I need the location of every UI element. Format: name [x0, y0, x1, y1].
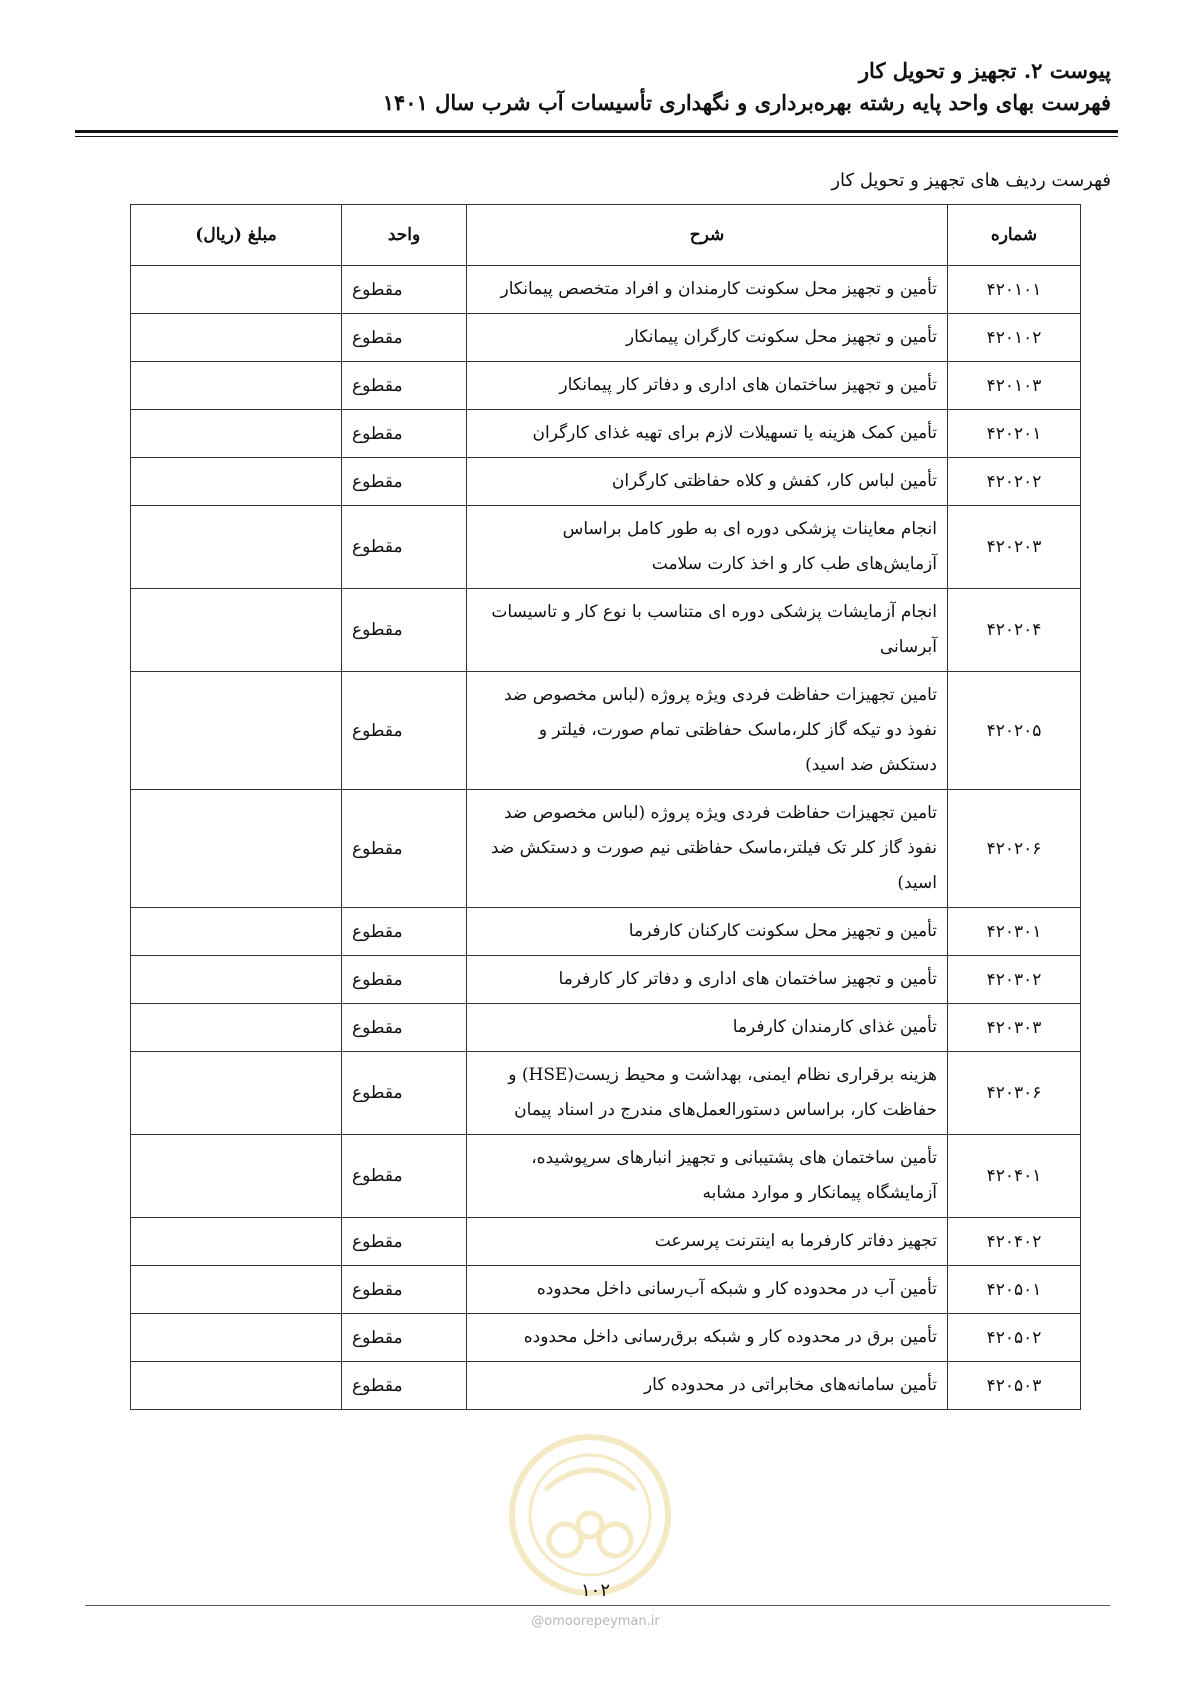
row-unit: مقطوع [342, 266, 467, 314]
header-number: شماره [948, 205, 1081, 266]
row-unit: مقطوع [342, 1052, 467, 1135]
watermark-text: @omoorepeyman.ir [531, 1614, 660, 1629]
row-number: ۴۲۰۲۰۲ [948, 458, 1081, 506]
row-number: ۴۲۰۵۰۳ [948, 1362, 1081, 1410]
row-amount [131, 1266, 342, 1314]
table-row [131, 266, 1081, 314]
row-amount [131, 956, 342, 1004]
row-number: ۴۲۰۳۰۲ [948, 956, 1081, 1004]
row-amount [131, 506, 342, 589]
row-number: ۴۲۰۲۰۶ [948, 790, 1081, 908]
table-header-row [131, 205, 1081, 266]
row-unit: مقطوع [342, 506, 467, 589]
row-unit: مقطوع [342, 1362, 467, 1410]
row-amount [131, 266, 342, 314]
row-amount [131, 362, 342, 410]
table-row [131, 362, 1081, 410]
row-unit: مقطوع [342, 1218, 467, 1266]
table-row [131, 908, 1081, 956]
row-description: تأمین کمک هزینه یا تسهیلات لازم برای تهیه غذای کارگران [467, 410, 948, 458]
row-amount [131, 410, 342, 458]
table-row [131, 1218, 1081, 1266]
row-description: تأمین و تجهیز محل سکونت کارگران پیمانکار [467, 314, 948, 362]
footer-rule [85, 1605, 1110, 1606]
table-row [131, 1362, 1081, 1410]
items-table [130, 204, 1081, 1410]
row-amount [131, 1052, 342, 1135]
row-number: ۴۲۰۳۰۱ [948, 908, 1081, 956]
row-number: ۴۲۰۲۰۵ [948, 672, 1081, 790]
row-description: تأمین لباس کار، کفش و کلاه حفاظتی کارگران [467, 458, 948, 506]
table-row [131, 1266, 1081, 1314]
row-description: تأمین سامانه‌های مخابراتی در محدوده کار [467, 1362, 948, 1410]
row-amount [131, 1362, 342, 1410]
watermark-seal-icon [505, 1430, 675, 1600]
row-description: تأمین برق در محدوده کار و شبکه برق‌رسانی داخل محدوده [467, 1314, 948, 1362]
table-row [131, 1004, 1081, 1052]
row-amount [131, 458, 342, 506]
row-amount [131, 1218, 342, 1266]
header-amount: مبلغ (ریال) [131, 205, 342, 266]
row-description: تأمین و تجهیز محل سکونت کارمندان و افراد متخصص پیمانکار [467, 266, 948, 314]
row-number: ۴۲۰۵۰۲ [948, 1314, 1081, 1362]
row-amount [131, 908, 342, 956]
row-description: تامین تجهیزات حفاظت فردی ویژه پروژه (لباس مخصوص ضد نفوذ گاز کلر تک فیلتر،ماسک حفاظتی نیم صورت و دستکش ضد اسید) [467, 790, 948, 908]
row-unit: مقطوع [342, 672, 467, 790]
row-description: تأمین و تجهیز ساختمان های اداری و دفاتر کار پیمانکار [467, 362, 948, 410]
row-unit: مقطوع [342, 908, 467, 956]
table-row [131, 314, 1081, 362]
row-unit: مقطوع [342, 790, 467, 908]
row-description: تامین تجهیزات حفاظت فردی ویژه پروژه (لباس مخصوص ضد نفوذ دو تیکه گاز کلر،ماسک حفاظتی تمام صورت، فیلتر و دستکش ضد اسید) [467, 672, 948, 790]
header-description: شرح [467, 205, 948, 266]
appendix-title: پیوست ۲. تجهیز و تحویل کار [858, 58, 1111, 83]
row-description: انجام آزمایشات پزشکی دوره ای متناسب با نوع کار و تاسیسات آبرسانی [467, 589, 948, 672]
table-row [131, 458, 1081, 506]
row-amount [131, 314, 342, 362]
header-rule-thin [75, 136, 1118, 137]
table-row [131, 672, 1081, 790]
row-description: تأمین غذای کارمندان کارفرما [467, 1004, 948, 1052]
row-amount [131, 790, 342, 908]
row-number: ۴۲۰۱۰۳ [948, 362, 1081, 410]
row-unit: مقطوع [342, 1266, 467, 1314]
row-number: ۴۲۰۳۰۶ [948, 1052, 1081, 1135]
table-row [131, 1135, 1081, 1218]
row-amount [131, 1004, 342, 1052]
row-number: ۴۲۰۲۰۳ [948, 506, 1081, 589]
table-row [131, 589, 1081, 672]
row-number: ۴۲۰۴۰۱ [948, 1135, 1081, 1218]
row-description: هزینه برقراری نظام ایمنی، بهداشت و محیط زیست(HSE) و حفاظت کار، براساس دستورالعمل‌های مندرج در اسناد پیمان [467, 1052, 948, 1135]
list-title: فهرست ردیف های تجهیز و تحویل کار [831, 170, 1111, 191]
row-number: ۴۲۰۱۰۲ [948, 314, 1081, 362]
page-number: ۱۰۲ [580, 1580, 610, 1601]
document-title: فهرست بهای واحد پایه رشته بهره‌برداری و نگهداری تأسیسات آب شرب سال ۱۴۰۱ [382, 90, 1111, 115]
row-number: ۴۲۰۴۰۲ [948, 1218, 1081, 1266]
table-row [131, 506, 1081, 589]
row-amount [131, 589, 342, 672]
table-row [131, 1052, 1081, 1135]
row-description: تأمین ساختمان های پشتیبانی و تجهیز انبارهای سرپوشیده، آزمایشگاه پیمانکار و موارد مشابه [467, 1135, 948, 1218]
table-row [131, 1314, 1081, 1362]
row-number: ۴۲۰۳۰۳ [948, 1004, 1081, 1052]
row-unit: مقطوع [342, 1314, 467, 1362]
row-description: تأمین و تجهیز محل سکونت کارکنان کارفرما [467, 908, 948, 956]
row-unit: مقطوع [342, 1135, 467, 1218]
row-unit: مقطوع [342, 956, 467, 1004]
row-description: انجام معاینات پزشکی دوره ای به طور کامل براساس آزمایش‌های طب کار و اخذ کارت سلامت [467, 506, 948, 589]
row-number: ۴۲۰۱۰۱ [948, 266, 1081, 314]
row-unit: مقطوع [342, 589, 467, 672]
row-unit: مقطوع [342, 1004, 467, 1052]
header-unit: واحد [342, 205, 467, 266]
row-unit: مقطوع [342, 410, 467, 458]
row-amount [131, 1135, 342, 1218]
row-unit: مقطوع [342, 458, 467, 506]
row-number: ۴۲۰۲۰۱ [948, 410, 1081, 458]
row-description: تأمین و تجهیز ساختمان های اداری و دفاتر کار کارفرما [467, 956, 948, 1004]
table-row [131, 790, 1081, 908]
row-unit: مقطوع [342, 314, 467, 362]
page-header [79, 56, 1111, 120]
row-description: تجهیز دفاتر کارفرما به اینترنت پرسرعت [467, 1218, 948, 1266]
row-number: ۴۲۰۲۰۴ [948, 589, 1081, 672]
table-row [131, 410, 1081, 458]
row-unit: مقطوع [342, 362, 467, 410]
row-description: تأمین آب در محدوده کار و شبکه آب‌رسانی داخل محدوده [467, 1266, 948, 1314]
row-amount [131, 1314, 342, 1362]
row-number: ۴۲۰۵۰۱ [948, 1266, 1081, 1314]
table-row [131, 956, 1081, 1004]
header-rule-thick [75, 130, 1118, 133]
row-amount [131, 672, 342, 790]
